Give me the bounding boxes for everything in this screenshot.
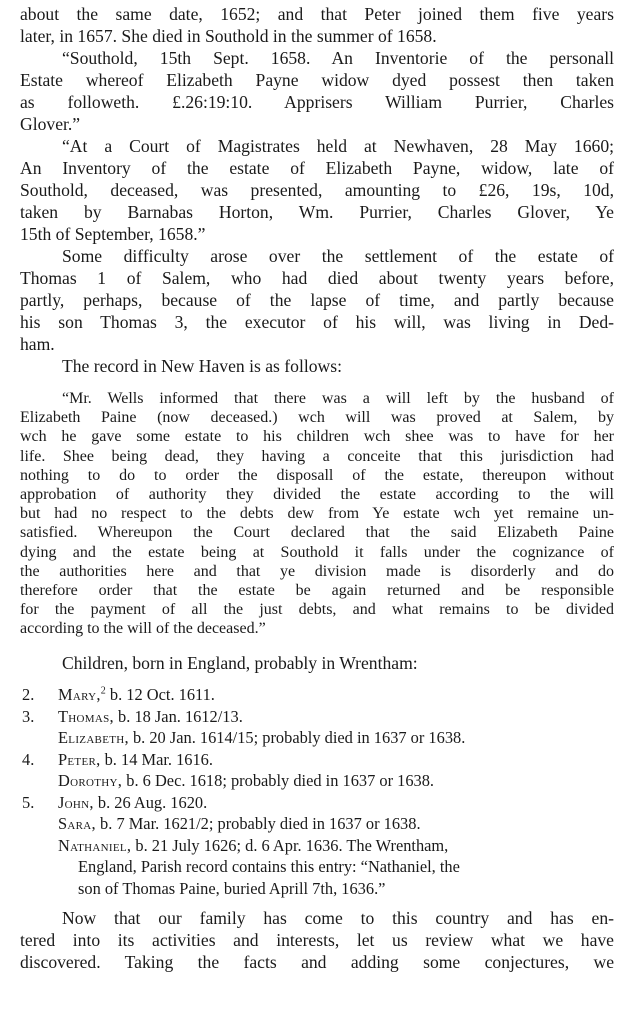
child-details: b. 26 Aug. 1620. bbox=[93, 792, 208, 812]
child-entry bbox=[20, 792, 614, 814]
child-entry bbox=[20, 749, 614, 771]
text-line: wch he gave some estate to his children wch shee was to have for her bbox=[20, 428, 614, 446]
spacer bbox=[20, 878, 58, 900]
child-number: 2. bbox=[22, 685, 35, 705]
text-line: The record in New Haven is as follows: bbox=[62, 356, 342, 376]
child-name: Sara, bbox=[58, 814, 96, 834]
text-line: Estate whereof Elizabeth Payne widow dyed possest then taken bbox=[20, 70, 614, 90]
paragraph bbox=[20, 355, 614, 377]
child-text bbox=[58, 770, 614, 792]
document-page bbox=[20, 3, 614, 973]
child-text bbox=[58, 835, 614, 857]
child-entry bbox=[20, 770, 614, 792]
text-line: taken by Barnabas Horton, Wm. Purrier, Charles Glover, Ye bbox=[20, 202, 614, 222]
text-line: the authorities here and that ye division made is disorderly and do bbox=[20, 562, 614, 580]
child-name: Nathaniel, bbox=[58, 835, 132, 855]
child-details: b. 14 Mar. 1616. bbox=[100, 749, 213, 769]
text-line: but had no respect to the debts dew from Ye estate wch yet remaine un- bbox=[20, 505, 614, 523]
child-entry bbox=[20, 684, 614, 706]
child-number bbox=[20, 813, 58, 835]
text-line: tered into its activities and interests, let us review what we have bbox=[20, 930, 614, 951]
child-entry-continuation bbox=[20, 878, 614, 900]
child-text bbox=[58, 706, 614, 728]
text-line: discovered. Taking the facts and adding some conjectures, we bbox=[20, 952, 614, 973]
child-details: son of Thomas Paine, buried Aprill 7th, 1636.” bbox=[78, 878, 386, 898]
child-details: England, Parish record contains this entry: “Nathaniel, the bbox=[78, 857, 460, 877]
text-line: Southold, deceased, was presented, amounting to £26, 19s, 10d, bbox=[20, 180, 614, 200]
text-line: 15th of September, 1658.” bbox=[20, 224, 206, 244]
text-line: his son Thomas 3, the executor of his will, was living in Ded- bbox=[20, 312, 614, 332]
text-line: “Southold, 15th Sept. 1658. An Inventorie of the personall bbox=[62, 48, 614, 68]
paragraph bbox=[20, 3, 614, 47]
child-number: 4. bbox=[22, 749, 35, 769]
text-line: satisfied. Whereupon the Court declared that the said Elizabeth Paine bbox=[20, 524, 614, 542]
text-line: Elizabeth Paine (now deceased.) wch will was proved at Salem, by bbox=[20, 409, 614, 427]
child-text bbox=[58, 792, 614, 814]
text-line: life. Shee being dead, they having a conceite that this jurisdiction had bbox=[20, 447, 614, 465]
text-line: dying and the estate being at Southold it falls under the cognizance of bbox=[20, 543, 614, 561]
child-text bbox=[58, 749, 614, 771]
child-name: John, bbox=[58, 792, 94, 812]
child-name: Peter, bbox=[58, 749, 101, 769]
text-line: “Mr. Wells informed that there was a will left by the husband of bbox=[62, 390, 614, 407]
text-line: according to the will of the deceased.” bbox=[20, 620, 266, 638]
court-record-quote bbox=[20, 389, 614, 638]
child-entry-continuation bbox=[20, 856, 614, 878]
child-details: b. 12 Oct. 1611. bbox=[105, 685, 215, 705]
child-number bbox=[20, 835, 58, 857]
text-line: nothing to do to order the disposall of the estate, thereupon without bbox=[20, 466, 614, 484]
text-line: ham. bbox=[20, 334, 55, 354]
text-line: therefore order that the estate be again returned and be responsible bbox=[20, 581, 614, 599]
text-line: An Inventory of the estate of Elizabeth Payne, widow, late of bbox=[20, 158, 614, 178]
text-line: Glover.” bbox=[20, 114, 81, 134]
text-line: “At a Court of Magistrates held at Newhaven, 28 May 1660; bbox=[62, 136, 614, 156]
child-entry bbox=[20, 835, 614, 857]
child-details: b. 6 Dec. 1618; probably died in 1637 or 1638. bbox=[122, 771, 435, 791]
child-entry bbox=[20, 706, 614, 728]
child-entry bbox=[20, 813, 614, 835]
body-text bbox=[20, 3, 614, 377]
child-number: 5. bbox=[22, 792, 35, 812]
text-line: partly, perhaps, because of the lapse of time, and partly because bbox=[20, 290, 614, 310]
child-details: b. 20 Jan. 1614/15; probably died in 1637 or 1638. bbox=[128, 728, 466, 748]
text-line: Now that our family has come to this country and has en- bbox=[62, 908, 614, 929]
child-details: b. 21 July 1626; d. 6 Apr. 1636. The Wrentham, bbox=[131, 835, 449, 855]
text-line: as followeth. £.26:19:10. Apprisers William Purrier, Charles bbox=[20, 92, 614, 112]
child-name: Elizabeth, bbox=[58, 728, 129, 748]
child-text bbox=[58, 813, 614, 835]
child-number bbox=[20, 770, 58, 792]
child-details: b. 18 Jan. 1612/13. bbox=[113, 706, 243, 726]
children-heading: Children, born in England, probably in Wrentham: bbox=[62, 653, 418, 674]
child-details: b. 7 Mar. 1621/2; probably died in 1637 or 1638. bbox=[95, 814, 421, 834]
child-name: Mary, bbox=[58, 685, 101, 705]
paragraph bbox=[20, 47, 614, 135]
text-line: about the same date, 1652; and that Peter joined them five years bbox=[20, 4, 614, 24]
child-text bbox=[58, 727, 614, 749]
child-text bbox=[58, 684, 614, 706]
footnote-marker: 2 bbox=[100, 685, 106, 697]
children-list bbox=[20, 684, 614, 899]
child-number: 3. bbox=[22, 706, 35, 726]
text-line: Some difficulty arose over the settlement of the estate of bbox=[62, 246, 614, 266]
text-line: later, in 1657. She died in Southold in the summer of 1658. bbox=[20, 26, 437, 46]
child-number bbox=[20, 727, 58, 749]
child-entry bbox=[20, 727, 614, 749]
text-line: for the payment of all the just debts, and what remains to be divided bbox=[20, 601, 614, 619]
child-name: Dorothy, bbox=[58, 771, 123, 791]
final-paragraph bbox=[20, 907, 614, 973]
text-line: approbation of authority they divided the estate according to the will bbox=[20, 485, 614, 503]
paragraph bbox=[20, 135, 614, 245]
paragraph bbox=[20, 245, 614, 355]
spacer bbox=[20, 856, 58, 878]
text-line: Thomas 1 of Salem, who had died about twenty years before, bbox=[20, 268, 614, 288]
child-name: Thomas, bbox=[58, 706, 114, 726]
